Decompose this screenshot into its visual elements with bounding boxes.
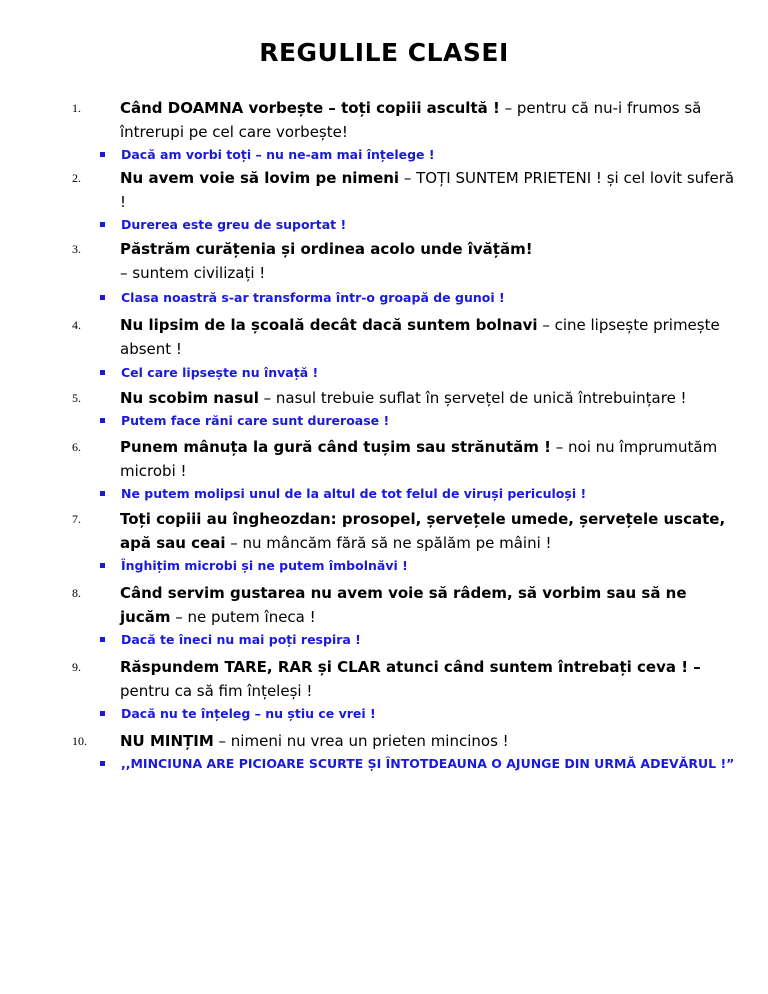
rule-bold: Nu scobim nasul (120, 389, 259, 407)
rule-bold: Păstrăm curățenia și ordinea acolo unde îvățăm! (120, 240, 533, 258)
rule-rest: – pentru că nu-i frumos să întrerupi pe cel care vorbește! (120, 99, 702, 141)
rule-rest: pentru ca să fim înțeleși ! (120, 682, 313, 700)
rule-number: 5. (72, 391, 81, 405)
rule-note-text: Cel care lipsește nu învață ! (121, 365, 319, 380)
rule-rest: – nasul trebuie suflat în șervețel de unică întrebuințare ! (258, 389, 687, 407)
rule-rest: – ne putem îneca ! (170, 608, 316, 626)
rule-number: 10. (72, 734, 87, 748)
rule-rest: – nimeni nu vrea un prieten mincinos ! (213, 732, 509, 750)
rule-text (120, 581, 740, 629)
rule-number: 8. (72, 586, 81, 600)
bullet-icon (100, 637, 105, 642)
bullet-icon (100, 491, 105, 496)
bullet-icon (100, 418, 105, 423)
rule-number: 9. (72, 660, 81, 674)
rule-text (120, 386, 740, 410)
rule-rest: – suntem civilizați ! (120, 264, 266, 282)
page-title: REGULILE CLASEI (259, 38, 509, 67)
rule-text (120, 166, 740, 214)
rule-text (120, 655, 740, 703)
rule-number: 3. (72, 242, 81, 256)
rule-note-text: Dacă te îneci nu mai poți respira ! (121, 632, 361, 647)
rule-bold: Punem mânuța la gură când tușim sau strănutăm ! (120, 438, 551, 456)
rule-number: 4. (72, 318, 81, 332)
bullet-icon (100, 152, 105, 157)
rule-bold: NU MINȚIM (120, 732, 214, 750)
rule-text (120, 507, 740, 555)
rule-rest: – TOȚI SUNTEM PRIETENI ! și cel lovit suferă ! (120, 169, 735, 211)
rule-number: 2. (72, 171, 81, 185)
rule-text (120, 237, 740, 285)
rule-note-text: Dacă am vorbi toți – nu ne-am mai înțelege ! (121, 147, 435, 162)
rule-bold: Toți copiii au îngheozdan: prosopel, șervețele umede, șervețele uscate, apă sau ceai (120, 510, 726, 552)
rule-text (120, 435, 740, 483)
rule-bold: Răspundem TARE, RAR și CLAR atunci când suntem întrebați ceva ! – (120, 658, 701, 676)
rule-bold: Nu lipsim de la școală decât dacă suntem bolnavi (120, 316, 538, 334)
rule-number: 6. (72, 440, 81, 454)
rule-note-text: ,,MINCIUNA ARE PICIOARE SCURTE ȘI ÎNTOTDEAUNA O AJUNGE DIN URMĂ ADEVĂRUL !” (121, 756, 735, 771)
bullet-icon (100, 711, 105, 716)
rule-text (120, 96, 740, 144)
bullet-icon (100, 370, 105, 375)
rule-bold: Când DOAMNA vorbește – toți copiii ascultă ! (120, 99, 500, 117)
rule-note-text: Durerea este greu de suportat ! (121, 217, 347, 232)
rule-number: 1. (72, 101, 81, 115)
rule-rest: – nu mâncăm fără să ne spălăm pe mâini ! (225, 534, 552, 552)
rule-note-text: Dacă nu te înțeleg – nu știu ce vrei ! (121, 706, 376, 721)
rule-note-text: Clasa noastră s-ar transforma într-o groapă de gunoi ! (121, 290, 505, 305)
rule-note-text: Ne putem molipsi unul de la altul de tot felul de viruși periculoși ! (121, 486, 587, 501)
rule-bold: Nu avem voie să lovim pe nimeni (120, 169, 400, 187)
rule-rest: – noi nu împrumutăm microbi ! (120, 438, 718, 480)
rule-note-text: Înghițim microbi și ne putem îmbolnăvi ! (121, 558, 408, 573)
bullet-icon (100, 563, 105, 568)
rule-note-text: Putem face răni care sunt dureroase ! (121, 413, 390, 428)
rule-text (120, 313, 740, 361)
rule-rest: – cine lipsește primește absent ! (120, 316, 720, 358)
bullet-icon (100, 761, 105, 766)
rule-number: 7. (72, 512, 81, 526)
bullet-icon (100, 222, 105, 227)
rule-bold: Când servim gustarea nu avem voie să râdem, să vorbim sau să ne jucăm (120, 584, 687, 626)
rule-text (120, 729, 740, 753)
bullet-icon (100, 295, 105, 300)
